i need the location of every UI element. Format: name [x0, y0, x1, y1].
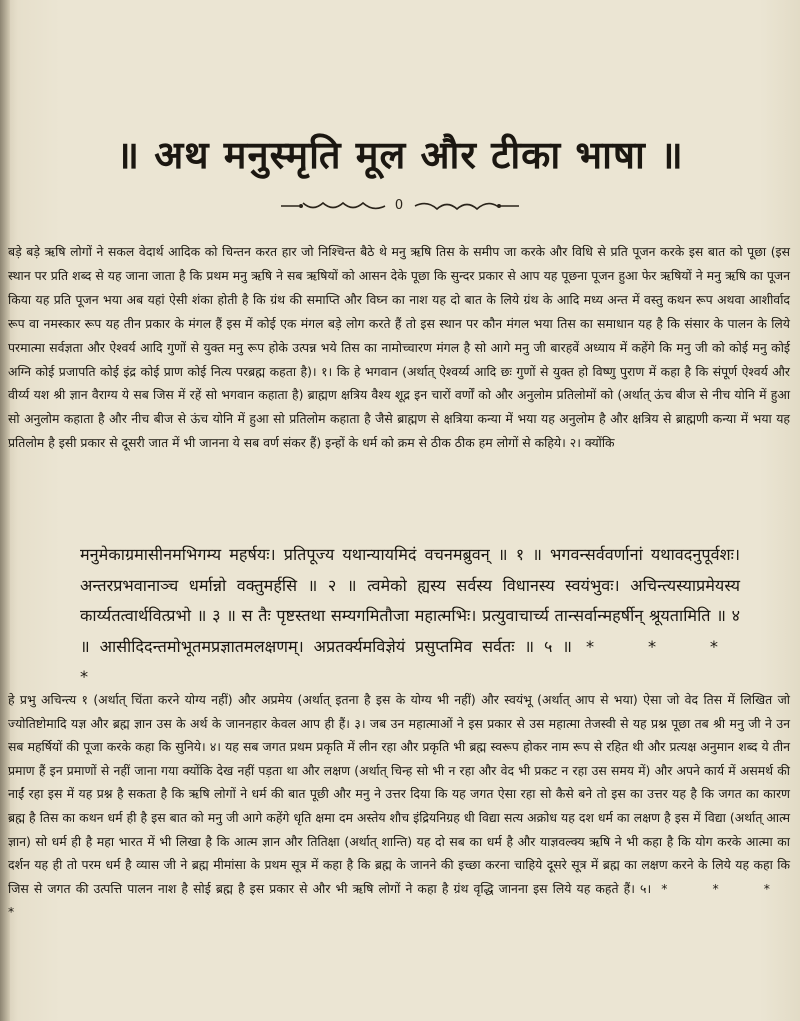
ornament-center: 0 — [394, 198, 406, 213]
page-title: ॥ अथ मनुस्मृति मूल और टीका भाषा ॥ — [116, 133, 684, 177]
ornament-right-icon — [411, 200, 521, 212]
verse-separator-stars: * * * * — [80, 636, 741, 686]
ornament-left-icon — [279, 200, 389, 212]
title-ornament — [0, 198, 800, 213]
sanskrit-verse-block — [80, 540, 740, 693]
commentary-paragraph-1 — [8, 240, 790, 455]
sanskrit-verse-text: मनुमेकाग्रमासीनमभिगम्य महर्षयः। प्रतिपूज्य यथान्यायमिदं वचनमब्रुवन् ॥ १ ॥ भगवन्सर्ववर्णानां यथावदनुपूर्वशः। अन्तरप्रभवानाञ्च धर्मान्नो वक्तुमर्हसि ॥ २ ॥ त्वमेको ह्यस्य सर्वस्य विधानस्य स्वयंभुवः। अचिन्त्यस्याप्रमेयस्य कार्य्यतत्वार्थवित्प्रभो ॥ ३ ॥ स तैः पृष्टस्तथा सम्यगमितौजा महात्मभिः। प्रत्युवाचार्च्य तान्सर्वान्महर्षीन् श्रूयतामिति ॥ ४ ॥ आसीदिदन्तमोभूतमप्रज्ञातमलक्षणम्। अप्रतर्क्यमविज्ञेयं प्रसुप्तमिव सर्वतः ॥ ५ ॥ — [80, 545, 740, 656]
commentary-text-2: हे प्रभु अचिन्त्य १ (अर्थात् चिंता करने योग्य नहीं) और अप्रमेय (अर्थात् इतना है इस के योग्य भी नहीं) और स्वयंभू (अर्थात् आप से भया) ऐसा जो वेद तिस में लिखित जो ज्योतिष्टोमादि यज्ञ और ब्रह्म ज्ञान उस के अर्थ के जाननहार केवल आप ही हैं। ३। जब उन महात्माओं ने इस प्रकार से उस महात्मा तेजस्वी से यह प्रश्न पूछा तब श्री मनु जी ने उन सब महर्षियों की पूजा करके कहा कि सुनिये। ४। यह सब जगत प्रथम प्रकृति में लीन रहा और प्रकृति भी ब्रह्म स्वरूप होकर नाम रूप से रहित थी और प्रत्यक्ष अनुमान शब्द ये तीन प्रमाण हैं इन प्रमाणों से नहीं जाना गया क्योंकि देख नहीं पड़ता था और लक्षण (अर्थात् चिन्ह सो भी न रहा और वेद भी प्रकट न रहा उस समय में) और अपने कार्य में असमर्थ की नाईं रहा इस में यह प्रश्न है सकता है कि ऋषि लोगों ने धर्म की बात पूछी और मनु ने उत्तर दिया कि यह जगत ऐसा रहा सो कैसे बने तो इस का उत्तर यह है कि जगत का कारण ब्रह्म है तिस का कथन धर्म ही है इस बात को मनु जी आगे कहेंगे धृति क्षमा दम अस्तेय शौच इंद्रियनिग्रह धी विद्या सत्य अक्रोध यह दश धर्म का लक्षण है इस में विद्या (अर्थात् आत्म ज्ञान) सो धर्म ही है महा भारत में भी लिखा है कि आत्म ज्ञान और तितिक्षा (अर्थात् शान्ति) यह दो सब का धर्म है और याज्ञवल्क्य ऋषि ने भी कहा है कि योग करके आत्मा का दर्शन यह ही तो परम धर्म है व्यास जी ने ब्रह्म मीमांसा के प्रथम सूत्र में कहा है कि ब्रह्म के जानने की इच्छा करना चाहिये दूसरे सूत्र में ब्रह्म का लक्षण करने के लिये यह कहा कि जिस से जगत की उत्पत्ति पालन नाश है सोई ब्रह्म है इस प्रकार से और भी ऋषि लोगों ने कहा है ग्रंथ वृद्धि जानना इस लिये यह कहते हैं। ५। — [8, 692, 790, 896]
commentary-paragraph-2 — [8, 688, 790, 924]
paragraph-end-stars: * * * * — [8, 880, 790, 920]
commentary-text-1: बड़े बड़े ऋषि लोगों ने सकल वेदार्थ आदिक को चिन्तन करत हार जो निश्चिन्त बैठे थे मनु ऋषि तिस के समीप जा करके और विधि से प्रति पूजन करके इस बात को पूछा (इस स्थान पर प्रति शब्द से यह जाना जाता है कि प्रथम मनु ऋषि ने सब ऋषियों को आसन देके पूछा कि सुन्दर प्रकार से आप यह पूछना पूजन हुआ फेर ऋषियों ने मनु ऋषि का पूजन किया यह प्रति पूजन भया अब यहां ऐसी शंका होती है कि ग्रंथ की समाप्ति और विघ्न का नाश यह दो बात के लिये ग्रंथ के आदि मध्य अन्त में वस्तु कथन रूप अथवा आशीर्वाद रूप वा नमस्कार रूप यह तीन प्रकार के मंगल हैं इस में कोई एक मंगल बड़े लोग करते हैं तो इस स्थान पर कौन मंगल भया तिस का समाधान यह है कि संसार के पालन के लिये परमात्मा सर्वज्ञता और ऐश्वर्य आदि गुणों से युक्त मनु रूप होके उत्पन्न भये तिस का नामोच्चारण मंगल है सो आगे मनु जी बारहवें अध्याय में कहेंगे कि मनु जी को कोई मनु कोई अग्नि कोई प्रजापति कोई इंद्र कोई प्राण कोई नित्य परब्रह्म कहता है)। १। कि हे भगवान (अर्थात् ऐश्वर्य्य आदि छः गुणों से युक्त हो विष्णु पुराण में कहा है कि संपूर्ण ऐश्वर्य और वीर्य्य यश श्री ज्ञान वैराग्य ये सब जिस में रहें सो भगवान कहाता है) ब्राह्मण क्षत्रिय वैश्य शूद्र इन चारों वर्णों को और अनुलोम प्रतिलोमों को (अर्थात् ऊंच बीज से नीच योनि में हुआ सो अनुलोम कहाता है और नीच बीज से ऊंच योनि में हुआ सो प्रतिलोम कहाता है जैसे ब्राह्मण से क्षत्रिया कन्या में भया यह अनुलोम है और क्षत्रिय से ब्राह्मणी कन्या में भया यह प्रतिलोम है इसी प्रकार से दूसरी जात में भी जानना ये सब वर्ण संकर हैं) इन्हों के धर्म को क्रम से ठीक ठीक हम लोगों से कहिये। २। क्योंकि — [8, 244, 790, 451]
